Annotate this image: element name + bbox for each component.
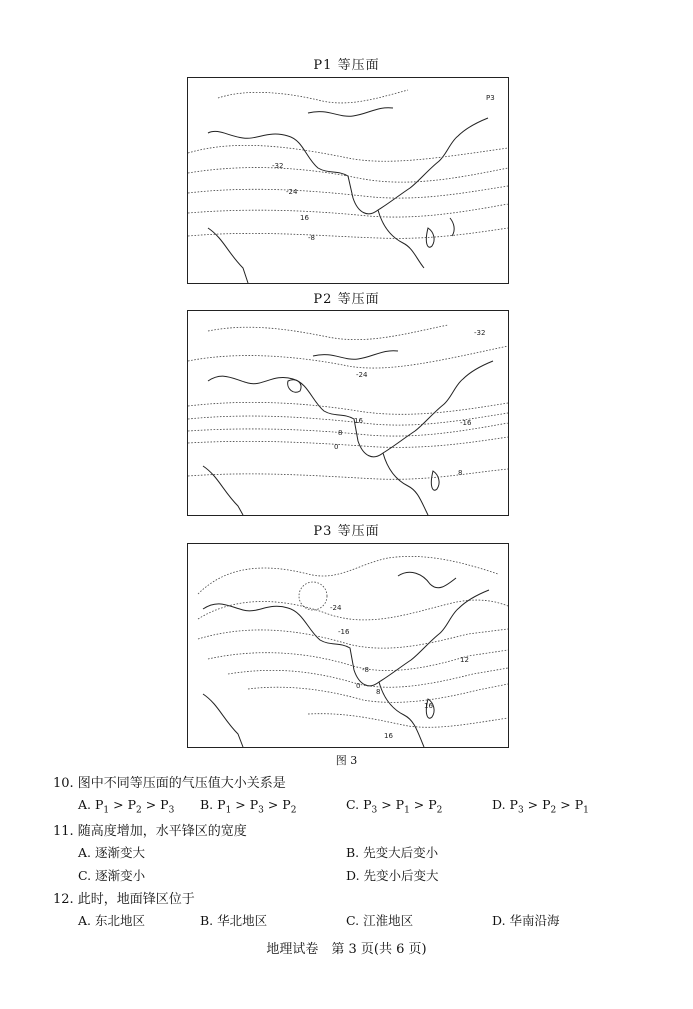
question-11-stem: 11. 随高度增加，水平锋区的宽度 <box>53 824 247 839</box>
option-subscript: 2 <box>136 805 142 816</box>
option-letter: A. <box>78 797 92 812</box>
iso-label: 8 <box>376 688 381 696</box>
iso-label: -16 <box>338 628 350 636</box>
option-text: > P <box>141 797 169 812</box>
iso-label: 0 <box>356 682 361 690</box>
iso-label: 12 <box>460 656 469 664</box>
page-footer: 地理试卷 第 3 页(共 6 页) <box>266 942 427 957</box>
option-text: > P <box>556 797 584 812</box>
question-11-option-a[interactable]: A. 逐渐变大 <box>78 845 145 860</box>
iso-label: P3 <box>486 94 495 102</box>
map-p1 <box>187 77 509 284</box>
question-12-option-c[interactable]: C. 江淮地区 <box>346 913 414 928</box>
option-subscript: 1 <box>225 805 232 816</box>
map-title-p1: P1 等压面 <box>313 58 380 73</box>
question-10-stem: 10. 图中不同等压面的气压值大小关系是 <box>53 776 286 791</box>
question-12-option-a[interactable]: A. 东北地区 <box>78 913 145 928</box>
iso-label: -8 <box>308 234 315 242</box>
question-10-option-b[interactable] <box>200 797 296 816</box>
option-text: P <box>509 797 518 812</box>
figure-caption: 图 3 <box>335 754 358 767</box>
option-text: > P <box>263 797 291 812</box>
option-subscript: 3 <box>371 805 378 816</box>
option-text: > P <box>109 797 136 812</box>
option-subscript: 1 <box>103 805 110 816</box>
map-title-p2: P2 等压面 <box>313 292 380 307</box>
iso-label: 16 <box>424 702 433 710</box>
map-title-p3: P3 等压面 <box>313 524 380 539</box>
option-subscript: 2 <box>550 805 557 816</box>
option-letter: C. <box>346 797 360 812</box>
iso-label: 8 <box>458 469 463 477</box>
iso-label: 16 <box>384 732 393 740</box>
iso-label: 16 <box>354 417 363 425</box>
question-10-option-c[interactable] <box>346 797 442 816</box>
iso-label: -24 <box>356 371 368 379</box>
option-text: > P <box>377 797 405 812</box>
coastline <box>208 118 488 214</box>
map-p2 <box>187 310 509 516</box>
option-subscript: 1 <box>404 805 410 816</box>
question-10-option-d[interactable] <box>492 797 589 816</box>
iso-label: -32 <box>272 162 284 170</box>
option-text: P <box>217 797 226 812</box>
option-subscript: 3 <box>168 805 175 816</box>
iso-label: 16 <box>300 214 309 222</box>
option-subscript: 3 <box>517 805 524 816</box>
option-text: P <box>95 797 104 812</box>
question-10-option-a[interactable] <box>78 797 174 816</box>
option-text: P <box>363 797 372 812</box>
iso-label: -24 <box>286 188 298 196</box>
iso-label: -24 <box>330 604 342 612</box>
option-letter: D. <box>492 797 506 812</box>
question-12-stem: 12. 此时，地面锋区位于 <box>53 892 195 907</box>
question-11-option-c[interactable]: C. 逐渐变小 <box>78 868 146 883</box>
question-11-option-d[interactable]: D. 先变小后变大 <box>346 868 439 883</box>
option-text: > P <box>409 797 437 812</box>
iso-label: -16 <box>460 419 472 427</box>
iso-label: -32 <box>474 329 486 337</box>
option-subscript: 3 <box>258 805 264 816</box>
question-12-option-b[interactable]: B. 华北地区 <box>200 913 268 928</box>
option-letter: B. <box>200 797 214 812</box>
option-subscript: 2 <box>436 805 443 816</box>
iso-label: 8 <box>338 429 343 437</box>
map-p2-graphic <box>188 311 508 515</box>
option-text: > P <box>523 797 551 812</box>
option-subscript: 2 <box>290 805 297 816</box>
iso-label: 0 <box>334 443 339 451</box>
map-p1-graphic <box>188 78 508 283</box>
question-11-option-b[interactable]: B. 先变大后变小 <box>346 845 439 860</box>
option-text: > P <box>231 797 259 812</box>
map-p3-graphic <box>188 544 508 747</box>
question-12-option-d[interactable]: D. 华南沿海 <box>492 913 560 928</box>
iso-label: -8 <box>362 666 369 674</box>
map-p3 <box>187 543 509 748</box>
option-subscript: 1 <box>583 805 589 816</box>
